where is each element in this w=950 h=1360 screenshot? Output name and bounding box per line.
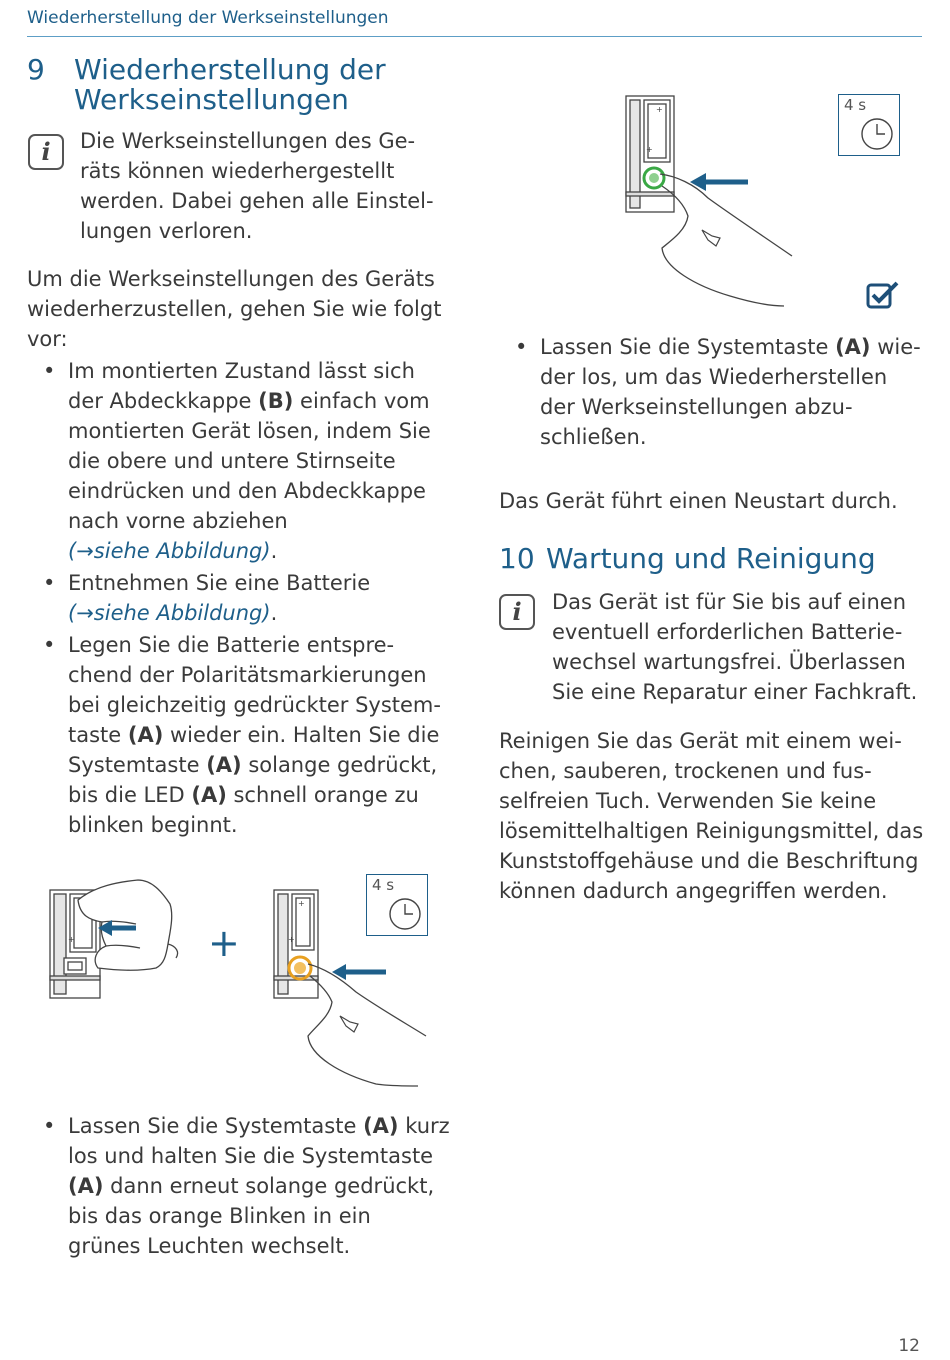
step-remove-cover bbox=[27, 356, 467, 566]
clock-icon bbox=[388, 897, 422, 931]
led-green bbox=[649, 173, 659, 183]
cleaning-line: Kunststoffgehäuse und die Beschriftung bbox=[499, 849, 919, 873]
info-line: Das Gerät ist für Sie bis auf einen bbox=[552, 590, 907, 614]
led-orange bbox=[294, 962, 306, 974]
section-10-heading bbox=[499, 544, 929, 578]
steps-list-continued bbox=[27, 1111, 467, 1263]
step-line: Systemtaste (A) solange gedrückt, bbox=[68, 753, 438, 777]
step-line: blinken beginnt. bbox=[68, 813, 238, 837]
step-insert-battery bbox=[27, 630, 467, 840]
device-drawing bbox=[626, 96, 674, 212]
step-line: bis das orange Blinken in ein bbox=[68, 1204, 371, 1228]
step-line: taste (A) wieder ein. Halten Sie die bbox=[68, 723, 440, 747]
device-right-drawing bbox=[274, 890, 318, 998]
step-line: grünes Leuchten wechselt. bbox=[68, 1234, 351, 1258]
step-line: montierten Gerät lösen, indem Sie bbox=[68, 419, 431, 443]
info-line: werden. Dabei gehen alle Einstel- bbox=[80, 189, 434, 213]
svg-text:+: + bbox=[68, 935, 75, 944]
maintenance-info bbox=[552, 587, 932, 707]
step-line: der Abdeckkappe (B) einfach vom bbox=[68, 389, 430, 413]
clock-icon bbox=[860, 117, 894, 151]
info-icon: i bbox=[28, 134, 64, 170]
section-9-heading bbox=[27, 55, 447, 117]
info-line: Die Werkseinstellungen des Ge- bbox=[80, 129, 416, 153]
svg-text:+: + bbox=[656, 105, 663, 114]
step-line: • Entnehmen Sie eine Batterie bbox=[68, 571, 371, 595]
steps-list bbox=[27, 356, 467, 842]
cleaning-line: chen, sauberen, trockenen und fus- bbox=[499, 759, 872, 783]
section-title: Wartung und Reinigung bbox=[546, 542, 876, 575]
figure-reference[interactable]: (→siehe Abbildung). bbox=[68, 601, 278, 625]
timer-label: 4 s bbox=[844, 96, 867, 114]
cleaning-line: selfreien Tuch. Verwenden Sie keine bbox=[499, 789, 877, 813]
info-line: lungen verloren. bbox=[80, 219, 253, 243]
timer-4s-box bbox=[838, 94, 900, 156]
step-line: eindrücken und den Abdeckkappe bbox=[68, 479, 426, 503]
step-line: • Lassen Sie die Systemtaste (A) kurz bbox=[68, 1114, 450, 1138]
info-line: räts können wiederhergestellt bbox=[80, 159, 395, 183]
info-line: eventuell erforderlichen Batterie- bbox=[552, 620, 903, 644]
step-line: nach vorne abziehen bbox=[68, 509, 288, 533]
svg-text:+: + bbox=[298, 899, 305, 908]
cleaning-line: können dadurch angegriffen werden. bbox=[499, 879, 888, 903]
step-line: schließen. bbox=[540, 425, 647, 449]
step-release-button bbox=[499, 332, 929, 452]
plus-sign: + bbox=[208, 921, 240, 965]
info-line: wechsel wartungsfrei. Überlassen bbox=[552, 650, 906, 674]
step-line: die obere und untere Stirnseite bbox=[68, 449, 396, 473]
step-line: chend der Polaritätsmarkierungen bbox=[68, 663, 427, 687]
steps-list-right bbox=[499, 332, 929, 454]
step-release-and-hold bbox=[27, 1111, 467, 1261]
figure-reference[interactable]: (→siehe Abbildung). bbox=[68, 539, 278, 563]
cleaning-line: Reinigen Sie das Gerät mit einem wei- bbox=[499, 729, 902, 753]
step-remove-battery bbox=[27, 568, 467, 628]
running-header: Wiederherstellung der Werkseinstellungen bbox=[27, 8, 389, 28]
info-note bbox=[80, 126, 460, 246]
timer-4s-box bbox=[366, 874, 428, 936]
step-line: der los, um das Wiederherstellen bbox=[540, 365, 888, 389]
step-line: • Legen Sie die Batterie entspre- bbox=[68, 633, 395, 657]
cleaning-paragraph bbox=[499, 726, 929, 906]
step-line: bis die LED (A) schnell orange zu bbox=[68, 783, 419, 807]
step-line: bei gleichzeitig gedrückter System- bbox=[68, 693, 441, 717]
timer-label: 4 s bbox=[372, 876, 395, 894]
restart-note: Das Gerät führt einen Neustart durch. bbox=[499, 489, 898, 513]
pointing-hand-drawing bbox=[308, 964, 426, 1086]
section-number: 10 bbox=[499, 542, 535, 575]
svg-text:+: + bbox=[646, 145, 653, 154]
header-divider bbox=[27, 36, 922, 37]
arrowhead bbox=[332, 964, 346, 980]
cleaning-line: lösemittelhaltigen Reinigungsmittel, das bbox=[499, 819, 924, 843]
section-title-line-1: Wiederherstellung der bbox=[74, 53, 386, 86]
page-number: 12 bbox=[898, 1336, 920, 1356]
step-line: (A) dann erneut solange gedrückt, bbox=[68, 1174, 435, 1198]
intro-paragraph bbox=[27, 264, 467, 354]
arrowhead bbox=[690, 173, 706, 191]
step-line: • Im montierten Zustand lässt sich bbox=[68, 359, 415, 383]
intro-line: wiederherzustellen, gehen Sie wie folgt bbox=[27, 297, 442, 321]
step-line: los und halten Sie die Systemtaste bbox=[68, 1144, 434, 1168]
intro-line: vor: bbox=[27, 327, 68, 351]
info-icon: i bbox=[499, 594, 535, 630]
info-line: Sie eine Reparatur einer Fachkraft. bbox=[552, 680, 918, 704]
section-number: 9 bbox=[27, 53, 45, 86]
pointing-hand-drawing bbox=[660, 174, 792, 306]
step-line: • Lassen Sie die Systemtaste (A) wie- bbox=[540, 335, 921, 359]
step-line: der Werkseinstellungen abzu- bbox=[540, 395, 853, 419]
intro-line: Um die Werkseinstellungen des Geräts bbox=[27, 267, 435, 291]
release-button-illustration bbox=[600, 80, 820, 320]
section-title-line-2: Werkseinstellungen bbox=[74, 83, 349, 116]
checkbox-checked-icon bbox=[866, 280, 900, 310]
svg-text:+: + bbox=[288, 935, 295, 944]
